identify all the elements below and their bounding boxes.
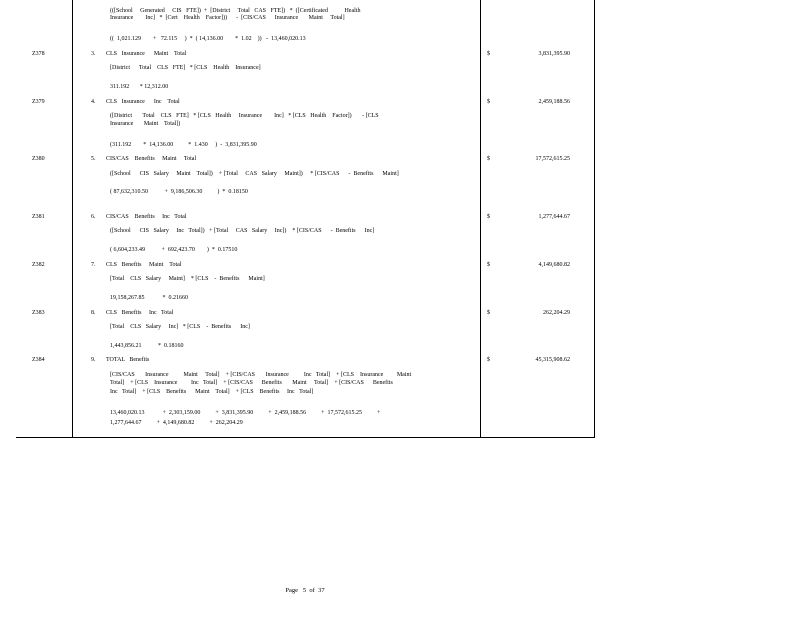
formula-values-continued: 1,277,644.67 + 4,149,680.82 + 262,204.29 [110,420,243,426]
currency-symbol: $ [487,262,490,268]
formula-line: [CIS/CAS Insurance Maint Total] + [CIS/CAS Insurance Inc Total] + [CLS Insurance Maint [110,372,412,378]
item-number: 4. [91,99,96,105]
amount: 4,149,680.82 [538,262,570,268]
currency-symbol: $ [487,51,490,57]
item-title: TOTAL Benefits [106,357,150,363]
item-title: CIS/CAS Benefits Maint Total [106,156,197,162]
formula-line: Inc Total] + [CLS Benefits Maint Total] + [CLS Benefits Inc Total] [110,389,314,395]
line-id: Z384 [32,357,45,363]
currency-symbol: $ [487,310,490,316]
top-formula-line-1: (([School Generated CIS FTE]) + [District Total CAS FTE]) * ([Certificated Health [110,8,361,14]
line-id: Z380 [32,156,45,162]
item-number: 9. [91,357,96,363]
item-number: 6. [91,214,96,220]
line-id: Z382 [32,262,45,268]
item-number: 5. [91,156,96,162]
formula-line: ([District Total CLS FTE] * [CLS Health Insurance Inc] * [CLS Health Factor]) - [CLS [110,113,379,119]
page-footer [0,587,610,594]
item-title: CLS Insurance Maint Total [106,51,187,57]
line-id: Z379 [32,99,45,105]
currency-symbol: $ [487,214,490,220]
formula-line: [Total CLS Salary Inc] * [CLS - Benefits Inc] [110,324,250,330]
item-title: CLS Insurance Inc Total [106,99,180,105]
formula-values: ( 6,604,233.49 + 692,423.70 ) * 0.17510 [110,247,238,253]
amount: 3,831,395.90 [538,51,570,57]
item-number: 3. [91,51,96,57]
amount: 262,204.29 [543,310,570,316]
line-id: Z378 [32,51,45,57]
table-bottom-rule [16,437,595,438]
currency-symbol: $ [487,99,490,105]
formula-values: (311.192 * 14,136.00 * 1.430 ) - 3,831,395.90 [110,142,257,148]
table-divider-right [594,0,595,438]
formula-line: [District Total CLS FTE] * [CLS Health Insurance] [110,65,261,71]
formula-line: Total] + [CLS Insurance Inc Total] + [CIS/CAS Benefits Maint Total] + [CIS/CAS Benefits [110,380,393,386]
formula-values: 13,460,020.13 + 2,303,159.00 + 3,831,395.90 + 2,459,188.56 + 17,572,615.25 + [110,410,381,416]
line-id: Z381 [32,214,45,220]
item-number: 8. [91,310,96,316]
item-number: 7. [91,262,96,268]
formula-line: Insurance Maint Total]) [110,121,181,127]
formula-line: [Total CLS Salary Maint] * [CLS - Benefits Maint] [110,276,265,282]
formula-line: ([School CIS Salary Inc Total]) + [Total CAS Salary Inc]) * [CIS/CAS - Benefits Inc] [110,228,375,234]
amount: 45,315,908.62 [535,357,570,363]
total-pages: 37 [318,587,325,594]
table-divider-left [72,0,73,438]
currency-symbol: $ [487,156,490,162]
amount: 17,572,615.25 [535,156,570,162]
formula-values: 311.192 * 12,312.00 [110,84,169,90]
amount: 1,277,644.67 [538,214,570,220]
table-divider-middle [480,0,481,438]
item-title: CLS Benefits Inc Total [106,310,174,316]
formula-values: 19,158,267.85 * 0.21660 [110,295,188,301]
currency-symbol: $ [487,357,490,363]
line-id: Z383 [32,310,45,316]
page-label: Page [285,587,299,594]
formula-values: ( 87,632,310.50 + 9,186,506.30 ) * 0.18150 [110,189,248,195]
page-number: 5 [302,587,307,594]
formula-line: ([School CIS Salary Maint Total]) + [Total CAS Salary Maint]) * [CIS/CAS - Benefits Maint] [110,171,399,177]
amount: 2,459,188.56 [538,99,570,105]
of-label: of [309,587,315,594]
item-title: CLS Benefits Maint Total [106,262,182,268]
formula-values: 1,443,856.21 * 0.18160 [110,343,184,349]
top-formula-line-2: Insurance Inc] * [Cert Health Factor])) - [CIS/CAS Insurance Maint Total] [110,15,345,21]
top-formula-values: (( 1,021.129 + 72.115 ) * ( 14,136.00 * 1.02 )) - 13,460,020.13 [110,36,306,42]
item-title: CIS/CAS Benefits Inc Total [106,214,187,220]
